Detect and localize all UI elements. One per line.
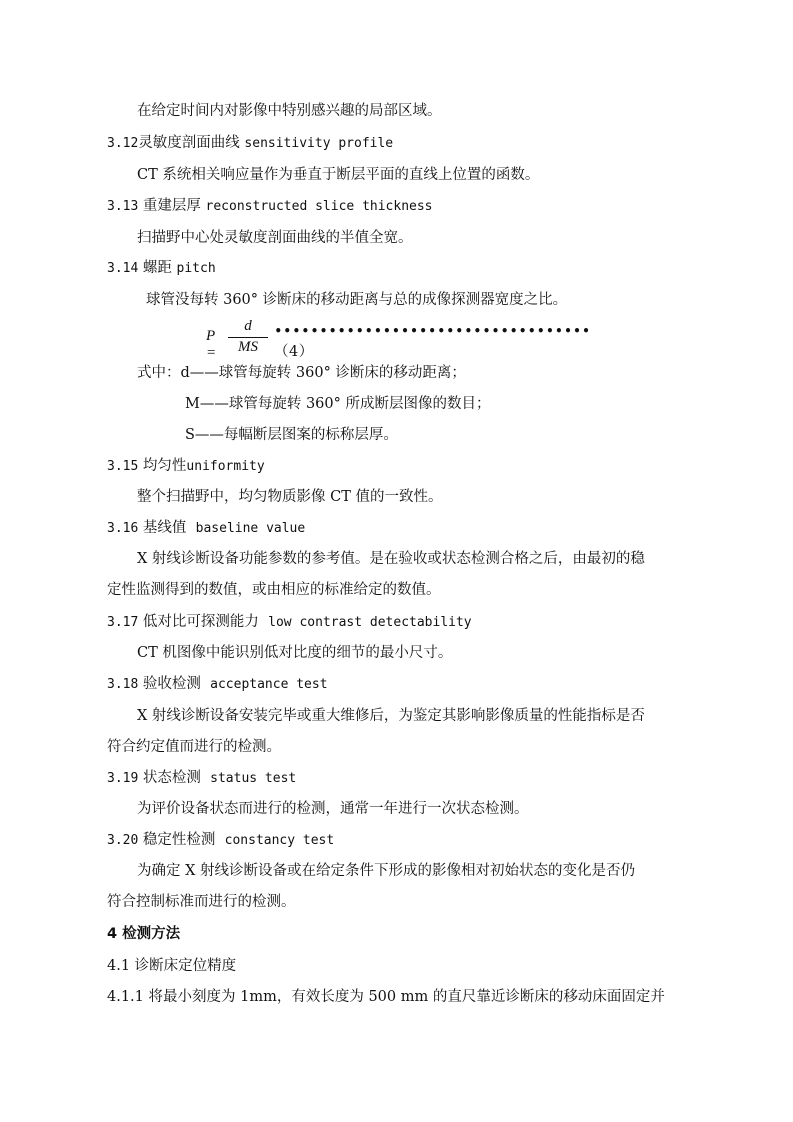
section-number: 3.17 xyxy=(107,615,139,630)
paragraph-line: 定性监测得到的数值，或由相应的标准给定的数值。 xyxy=(107,582,441,598)
paragraph-line: CT 系统相关响应量作为垂直于断层平面的直线上位置的函数。 xyxy=(137,167,540,183)
formula-lhs: P = xyxy=(206,328,217,361)
section-title-en: baseline value xyxy=(195,521,306,536)
section-title-cn: 状态检测 xyxy=(142,770,201,786)
paragraph-line: 球管没每转 360° 诊断床的移动距离与总的成像探测器宽度之比。 xyxy=(146,292,568,308)
section-number: 3.19 xyxy=(107,771,139,786)
definition-line: 式中：d——球管每旋转 360° 诊断床的移动距离； xyxy=(137,365,466,381)
section-heading-3-14 xyxy=(107,258,216,279)
section-title-cn: 均匀性 xyxy=(142,458,187,474)
paragraph-line: 为评价设备状态而进行的检测，通常一年进行一次状态检测。 xyxy=(137,801,529,817)
section-number: 3.12 xyxy=(107,136,139,151)
paragraph-line: 扫描野中心处灵敏度剖面曲线的半值全宽。 xyxy=(137,230,413,246)
paragraph-line: 4.1.1 将最小刻度为 1mm，有效长度为 500 mm 的直尺靠近诊断床的移动床面固定并 xyxy=(107,989,665,1005)
formula-numerator: d xyxy=(244,318,252,334)
formula-denominator: MS xyxy=(238,339,258,355)
section-title-en: acceptance test xyxy=(210,677,328,692)
section-heading-3-16 xyxy=(107,518,305,539)
formula-label: （4） xyxy=(274,344,314,360)
definition-line: M——球管每旋转 360° 所成断层图像的数目； xyxy=(185,396,491,412)
section-title-en: reconstructed slice thickness xyxy=(205,199,433,214)
paragraph-line: 在给定时间内对影像中特别感兴趣的局部区域。 xyxy=(137,103,442,119)
section-heading-3-19 xyxy=(107,768,296,789)
section-title-cn: 重建层厚 xyxy=(142,198,201,214)
section-title-en: sensitivity profile xyxy=(244,136,394,151)
section-heading-3-17 xyxy=(107,612,472,633)
section-title-en: pitch xyxy=(176,261,216,276)
section-title-en: status test xyxy=(210,771,297,786)
paragraph-line: 为确定 X 射线诊断设备或在给定条件下形成的影像相对初始状态的变化是否仍 xyxy=(137,863,636,879)
section-heading-3-15 xyxy=(107,456,265,477)
section-number: 3.15 xyxy=(107,459,139,474)
section-title-en: low contrast detectability xyxy=(268,615,472,630)
section-title-cn: 螺距 xyxy=(142,260,172,276)
section-title-cn: 验收检测 xyxy=(142,676,201,692)
definition-line: S——每幅断层图案的标称层厚。 xyxy=(185,427,398,443)
section-number: 3.14 xyxy=(107,261,139,276)
fraction-bar xyxy=(228,337,268,338)
paragraph-line: 符合约定值而进行的检测。 xyxy=(107,739,281,755)
section-title-cn: 低对比可探测能力 xyxy=(142,614,259,630)
section-heading-3-12 xyxy=(107,133,393,154)
section-number: 3.18 xyxy=(107,677,139,692)
section-number: 3.16 xyxy=(107,521,139,536)
paragraph-line: 符合控制标准而进行的检测。 xyxy=(107,894,296,910)
paragraph-line: CT 机图像中能识别低对比度的细节的最小尺寸。 xyxy=(137,645,453,661)
chapter-heading-4: 4 检测方法 xyxy=(107,926,181,942)
section-heading-3-18 xyxy=(107,674,328,695)
section-number: 3.20 xyxy=(107,833,139,848)
section-number: 3.13 xyxy=(107,199,139,214)
section-title-cn: 灵敏度剖面曲线 xyxy=(138,135,240,151)
section-title-cn: 基线值 xyxy=(142,520,187,536)
section-heading-3-13 xyxy=(107,196,433,217)
formula-fraction xyxy=(228,318,268,356)
section-heading-3-20 xyxy=(107,830,334,851)
section-heading-4-1: 4.1 诊断床定位精度 xyxy=(107,958,237,974)
section-title-en: constancy test xyxy=(224,833,335,848)
paragraph-line: 整个扫描野中，均匀物质影像 CT 值的一致性。 xyxy=(137,489,443,505)
paragraph-line: X 射线诊断设备安装完毕或重大维修后，为鉴定其影响影像质量的性能指标是否 xyxy=(137,708,645,724)
paragraph-line: X 射线诊断设备功能参数的参考值。是在验收或状态检测合格之后，由最初的稳 xyxy=(137,551,645,567)
section-title-en: uniformity xyxy=(186,459,265,474)
section-title-cn: 稳定性检测 xyxy=(142,832,216,848)
formula-leader-dots: •••••••••••••••••••••••••••••••••••（4） xyxy=(274,324,591,360)
